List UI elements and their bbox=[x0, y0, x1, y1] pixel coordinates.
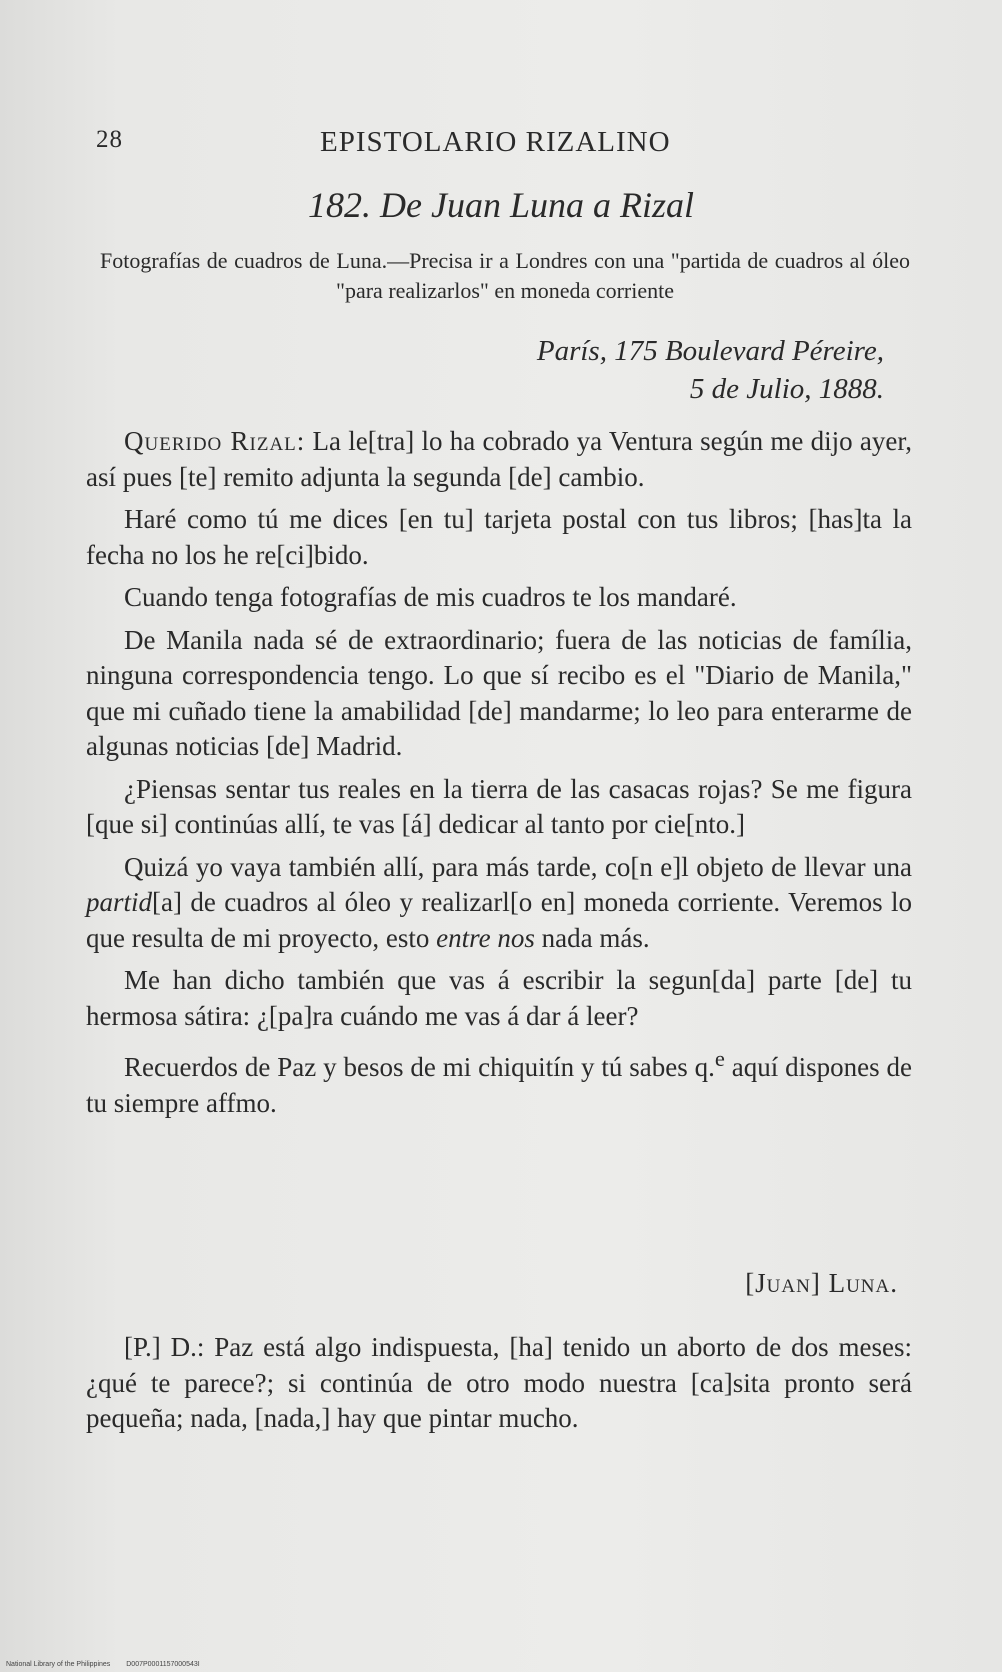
paragraph-5: ¿Piensas sentar tus reales en la tierra de las casacas rojas? Se me figura [que si] continúas allí, te vas [á] dedicar al tanto por cie[nto.] bbox=[86, 773, 912, 839]
dateline-place: París, 175 Boulevard Péreire, bbox=[536, 335, 884, 367]
letter-body bbox=[86, 424, 912, 1128]
postscript bbox=[86, 1330, 912, 1437]
italic-entre-nos: entre nos bbox=[436, 922, 535, 953]
paragraph-6-text-b: [a] de cuadros al óleo y realizarl[o en] moneda corriente. Veremos lo que resulta de mi proyecto, esto bbox=[86, 887, 912, 953]
dateline-date: 5 de Julio, 1888. bbox=[689, 373, 884, 405]
footer-code: D007P0001157000543I bbox=[126, 1661, 200, 1668]
dateline bbox=[537, 332, 884, 408]
paragraph-2: Haré como tú me dices [en tu] tarjeta postal con tus libros; [has]ta la fecha no los he re[ci]bido. bbox=[86, 504, 912, 570]
superscript-e: e bbox=[714, 1046, 725, 1071]
signature: [Juan] Luna. bbox=[745, 1268, 898, 1298]
paragraph-7: Me han dicho también que vas á escribir la segun[da] parte [de] tu hermosa sátira: ¿[pa]ra cuándo me vas á dar á leer? bbox=[86, 965, 912, 1031]
paragraph-1-text: La le[tra] lo ha cobrado ya Ventura según me dijo ayer, así pues [te] remito adjunta la segunda [de] cambio. bbox=[86, 426, 912, 492]
paragraph-8-text-b: aquí dispones de tu siempre affmo. bbox=[86, 1052, 912, 1118]
letter-title: 182. De Juan Luna a Rizal bbox=[308, 185, 694, 225]
paragraph-4: De Manila nada sé de extraordinario; fuera de las noticias de família, ninguna correspondencia tengo. Lo que sí recibo es el "Diario de Manila," que mi cuñado tiene la amabilidad [de] mandarme; lo leo para enterarme de algunas noticias [de] Madrid. bbox=[86, 624, 912, 761]
paragraph-6-text-a: Quizá yo vaya también allí, para más tarde, co[n e]l objeto de llevar una bbox=[124, 851, 912, 882]
italic-partid: partid bbox=[86, 887, 153, 917]
paragraph-6-text-c: nada más. bbox=[534, 922, 650, 953]
postscript-text: [P.] D.: Paz está algo indispuesta, [ha] tenido un aborto de dos meses: ¿qué te parece?; si continúa de otro modo nuestra [ca]sita pronto será pequeña; nada, [nada,] hay que pintar mucho. bbox=[86, 1332, 912, 1433]
paragraph-3: Cuando tenga fotografías de mis cuadros te los mandaré. bbox=[124, 582, 737, 612]
paragraph-6 bbox=[86, 850, 912, 957]
paragraph-1 bbox=[86, 424, 912, 495]
page-number: 28 bbox=[96, 126, 123, 153]
paragraph-8-text-a: Recuerdos de Paz y besos de mi chiquitín y tú sabes q. bbox=[124, 1052, 715, 1082]
scan-footer bbox=[6, 1661, 214, 1668]
paragraph-8 bbox=[86, 1041, 912, 1121]
running-title: EPISTOLARIO RIZALINO bbox=[320, 126, 671, 158]
letter-summary: Fotografías de cuadros de Luna.—Precisa ir a Londres con una "partida de cuadros al óleo "para realizarlos" en moneda corriente bbox=[100, 248, 910, 303]
footer-library: National Library of the Philippines bbox=[6, 1661, 111, 1668]
salutation: Querido Rizal: bbox=[124, 426, 306, 456]
